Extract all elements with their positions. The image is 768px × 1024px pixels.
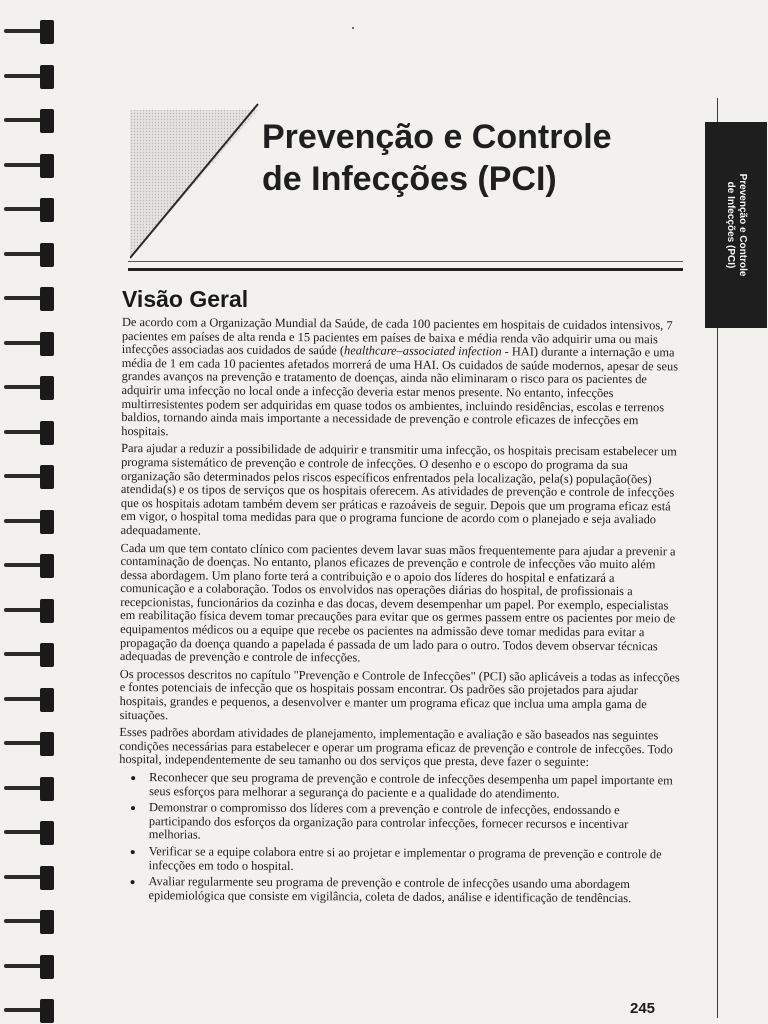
binding-ring — [4, 910, 58, 932]
side-tab-text — [724, 174, 748, 277]
binding-ring — [4, 109, 58, 131]
paragraph-1-italic: healthcare–associated infection — [344, 343, 502, 359]
paragraph-3: Cada um que tem contato clínico com pacientes devem lavar suas mãos frequentemente para ajudar a prevenir a contaminação de doenças. No entanto, planos eficazes de prevenção e controle de infecções vão muito além dessa abordagem. Um plano forte terá a contribuição e o apoio dos líderes do hospital e enfatizará a comunicação e a colaboração. Todos os envolvidos nas operações diárias do hospital, de profissionais a recepcionistas, funcionários da cozinha e das docas, devem desempenhar um papel. Por exemplo, especialistas em reabilitação física devem tomar precauções para evitar que os germes passem entre os pacientes por meio de equipamentos médicos ou a equipe que recebe os pacientes na admissão deve tomar medidas para evitar a propagação da doença quando a papelada é passada de um lado para o outro. Todos devem observar técnicas adequadas de prevenção e controle de infecções. — [119, 540, 676, 665]
binding-ring — [4, 65, 58, 87]
side-tab-line-1: Prevenção e Controle — [737, 173, 748, 277]
bullet-item: • Verificar se a equipe colabora entre si ao projetar e implementar o programa de prevenção e controle de infecções em todo o hospital. — [145, 845, 681, 875]
binding-ring — [4, 287, 58, 309]
binding-ring — [4, 332, 58, 354]
binding-ring — [4, 732, 58, 754]
side-tab-line-2: de Infecções (PCI) — [725, 181, 736, 269]
bullet-list — [118, 771, 681, 906]
title-triangle-graphic — [130, 100, 270, 265]
speck — [352, 27, 354, 29]
body-text — [118, 316, 684, 909]
spiral-binding — [0, 0, 62, 1024]
page-number: 245 — [630, 1000, 656, 1017]
binding-ring — [4, 866, 58, 888]
binding-ring — [4, 20, 58, 42]
page-title-line-1: Prevenção e Controle — [262, 118, 612, 156]
paragraph-1-part-b: - HAI) durante a internação e uma média de 1 em cada 10 pacientes afetados morrerá de uma HAI. Os cuidados de saúde modernos, apesar de seus grandes avanços na prevenção e tratamento de doenças, ainda não eliminaram o risco para os pacientes de adquirir uma infecção no local onde a infecção deveria estar menos presente. No entanto, infecções multirresistentes podem ser adquiridas em quase todos os ambientes, incluindo residências, escolas e terrenos baldios, tornando ainda mais importante a necessidade de prevenção e controle eficazes de infecções em hospitais. — [121, 344, 679, 439]
title-divider — [128, 268, 683, 271]
paragraph-2: Para ajudar a reduzir a possibilidade de adquirir e transmitir uma infecção, os hospitais precisam estabelecer um programa sistemático de prevenção e controle de infecções. O desenho e o escopo do programa da sua organização são determinados pelos riscos específicos enfrentados pela localização, pela(s) população(ões) atendida(s) e os tipos de serviços que os hospitais oferecem. As atividades de prevenção e controle de infecções que os hospitais adotam também devem ser práticas e razoáveis de seguir. Depois que um programa eficaz está em vigor, o hospital toma medidas para que o programa funcione de acordo com o planejado e seja avaliado adequadamente. — [120, 441, 677, 538]
page-title — [262, 116, 682, 200]
binding-ring — [4, 599, 58, 621]
binding-ring — [4, 465, 58, 487]
binding-ring — [4, 821, 58, 843]
section-heading: Visão Geral — [122, 286, 249, 312]
binding-ring — [4, 554, 58, 576]
binding-ring — [4, 688, 58, 710]
bullet-item: • Avaliar regularmente seu programa de prevenção e controle de infecções usando uma abordagem epidemiológica que consiste em vigilância, coleta de dados, análise e identificação de tendências. — [144, 875, 680, 905]
bullet-item: • Demonstrar o compromisso dos líderes com a prevenção e controle de infecções, endossando e participando dos esforços da organização para controlar infecções, fornecer recursos e incentivar melhorias. — [145, 801, 681, 845]
paragraph-5: Esses padrões abordam atividades de planejamento, implementação e avaliação e são baseados nas seguintes condições necessárias para estabelecer e operar um programa eficaz de prevenção e controle de infecções. Todo hospital, independentemente de seu tamanho ou dos serviços que presta, deve fazer o seguinte: — [119, 725, 673, 770]
title-block — [130, 100, 690, 265]
binding-ring — [4, 198, 58, 220]
binding-ring — [4, 777, 58, 799]
bullet-item: • Reconhecer que seu programa de prevenção e controle de infecções desempenha um papel importante em seus esforços para melhorar a segurança do paciente e a qualidade do atendimento. — [145, 771, 681, 801]
binding-ring — [4, 643, 58, 665]
chapter-side-tab — [705, 122, 767, 328]
binding-ring — [4, 376, 58, 398]
binding-ring — [4, 154, 58, 176]
binding-ring — [4, 510, 58, 532]
paragraph-1 — [121, 316, 684, 442]
title-divider-thin — [128, 261, 683, 262]
paragraph-4: Os processos descritos no capítulo "Prevenção e Controle de Infecções" (PCI) são aplicáveis a todas as infecções e fontes potenciais de infecção que os hospitais possam encontrar. Os padrões são projetados para ajudar hospitais, grandes e pequenos, a desenvolver e manter um programa eficaz que inclua uma ampla gama de situações. — [119, 666, 680, 722]
binding-ring — [4, 421, 58, 443]
paragraph-1-part-a: De acordo com a Organização Mundial da Saúde, de cada 100 pacientes em hospitais de cuidados intensivos, 7 pacientes em países de alta renda e 15 pacientes em países de baixa e média renda vão adquirir uma ou mais infecções associadas aos cuidados de saúde ( — [121, 315, 673, 358]
binding-ring — [4, 955, 58, 977]
page-title-line-2: de Infecções (PCI) — [262, 160, 557, 198]
binding-ring — [4, 999, 58, 1021]
binding-ring — [4, 243, 58, 265]
